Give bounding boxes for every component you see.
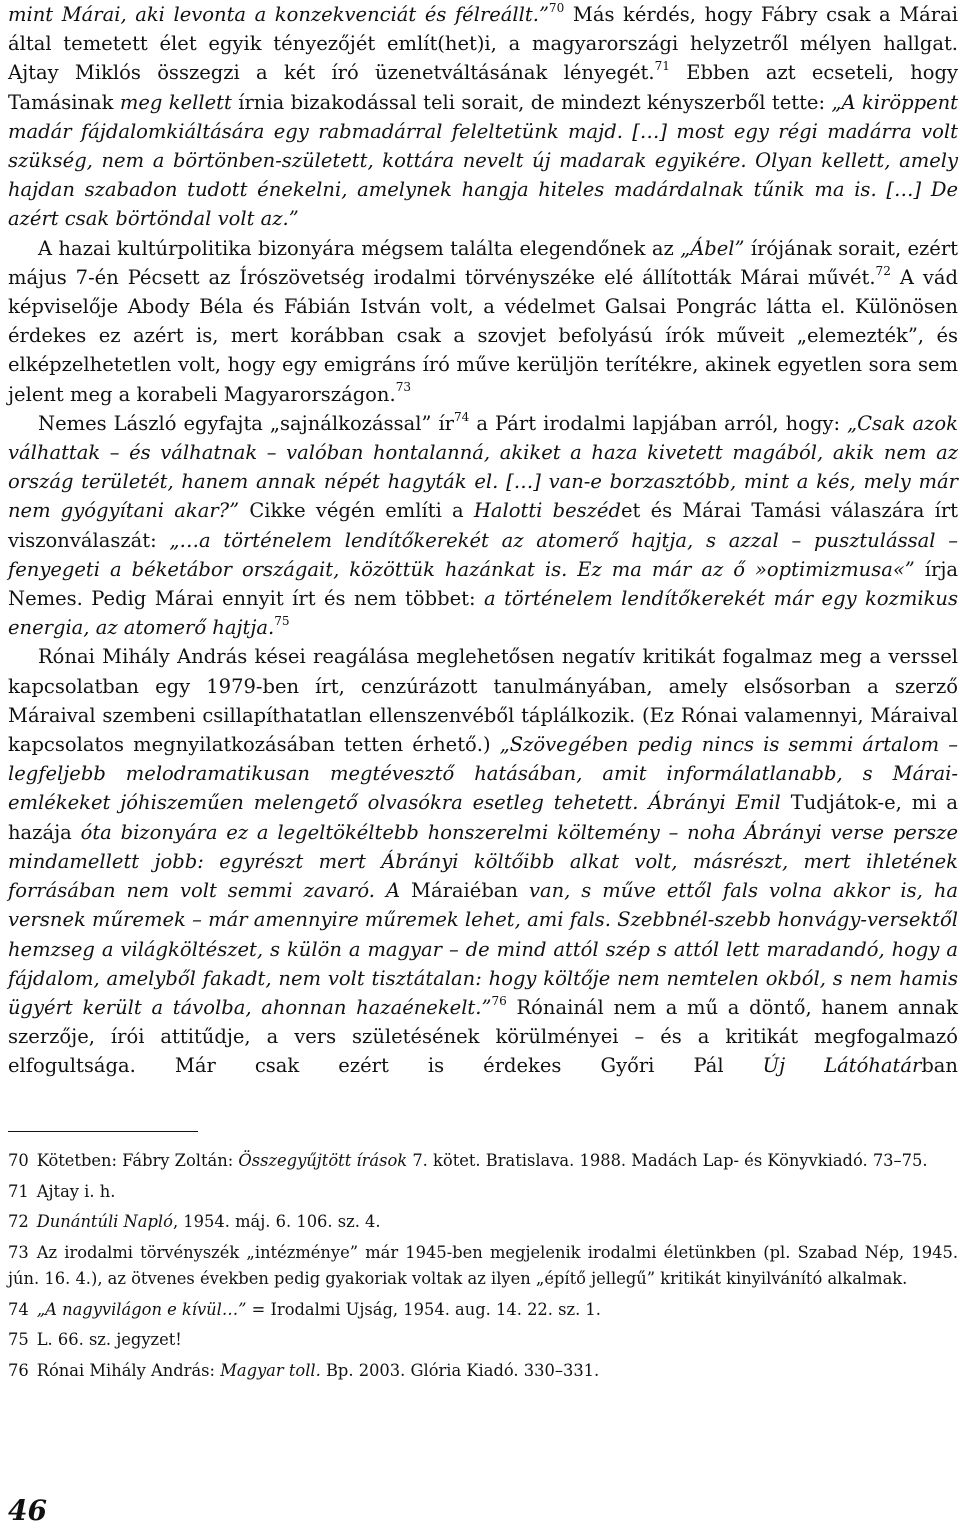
text-run: Rónainál nem a mű a döntő, hanem annak szerzője, írói attitűdje, a vers születésének körülményei – és a kritikát megfogalmazó elfogultsága. Már csak ezért is érdekes Győri Pál [8,995,958,1078]
italic-text: Magyar toll. [220,1360,321,1380]
footnote-number: 70 [8,1151,29,1170]
text-run: Ajtay i. h. [36,1181,116,1201]
text-run: Nemes László egyfajta „sajnálkozással” ír [38,411,454,435]
footnote [8,1148,958,1175]
italic-text: meg kellett [119,90,232,114]
text-run: Más kérdés, hogy Fábry csak a Márai által temetett élet egyik tényezőjét említ(het)i, a magyarországi helyzetről mélyen hallgat. Ajtay Miklós összegzi a két író üzenetváltásának lényegét. [8,3,958,85]
footnote-number: 71 [8,1181,29,1201]
text-run: A hazai kultúrpolitika bizonyára mégsem találta elegendőnek az [38,236,681,260]
text-run: írójának sorait, ezért május 7-én Pécsett az Írószövetség irodalmi törvényszéke elé állították Márai művét. [8,236,958,289]
italic-text: Összegyűjtött írások [238,1151,408,1170]
paragraph [8,642,958,1080]
text-run: 7. kötet. Bratislava. 1988. Madách Lap- és Könyvkiadó. 73–75. [407,1151,928,1170]
footnote-separator [8,1131,198,1132]
footnote-reference: 73 [395,380,412,395]
main-body-text [8,0,958,1081]
italic-text: Új Látóhatár [762,1054,922,1078]
italic-text: Halotti beszéd [473,499,621,523]
footnote [8,1358,958,1385]
footnote [8,1297,958,1324]
text-run: Tudjátok-e, mi a hazája [8,791,958,844]
text-run: a Párt irodalmi lapjában arról, hogy: [469,411,848,435]
italic-text: Dunántúli Napló [36,1212,173,1231]
footnote-number: 75 [8,1330,29,1349]
text-run: írnia bizakodással teli sorait, de mindezt kényszerből tette: [231,90,832,114]
paragraph [8,409,958,643]
text-run: Ebben azt ecseteli, hogy Tamásinak [8,61,958,114]
footnote-reference: 71 [654,59,670,74]
text-run: Máraiéban [411,879,518,903]
text-run: et és Márai Tamási válaszára írt viszonválaszát: [8,499,959,552]
footnote-reference: 72 [875,263,891,278]
text-run: Rónai Mihály András kései reagálása meglehetősen negatív kritikát fogalmaz meg a verssel kapcsolatban egy 1979-ben írt, cenzúrázott tanulmányában, amely elsősorban a szerző Máraival szembeni csillapíthatatlan ellenszenvéből táplálkozik. (Ez Rónai valamennyi, Máraival kapcsolatos megnyilatkozásában tetten érhető.) [8,645,958,757]
footnote-reference: 70 [548,0,565,15]
footnote-number: 72 [8,1212,29,1231]
text-run: L. 66. sz. jegyzet! [36,1330,182,1349]
italic-text: van, s műve ettől fals volna akkor is, ha versnek műremek – már amennyire műremek lehet, ami fals. Szebbnél-szebb honvágy-versektől hemzseg a világköltészet, s külön a magyar – de mind attól szép s attól lett maradandó, hogy a fájdalom, amelyből fakadt, nem volt tisztátalan: hogy költője nem nemtelen okból, s nem hamis ügyért került a távolba, ahonnan hazaénekelt.” [8,879,958,1019]
italic-text: „Csak azok válhattak – és válhatnak – valóban hontalanná, akiket a haza kivetett magából, akik nem az ország területét, hanem annak népét hagyták el. […] van-e borzasztóbb, mint a kés, mely már nem gyógyítani akar?” [8,411,958,523]
footnote-number: 74 [8,1299,29,1319]
italic-text: „…a történelem lendítőkerekét az atomerő hajtja, s azzal – pusztulással – fenyegeti a béketábor országait, közöttük hazánkat is. Ez ma már az ő »optimizmusa«” [8,528,958,581]
footnote-reference: 75 [274,613,290,628]
footnote-reference: 74 [454,409,470,424]
italic-text: „Ábel” [680,236,745,260]
paragraph [8,234,958,409]
footnote [8,1327,958,1354]
italic-text: „A nagyvilágon e kívül…” [36,1299,247,1319]
italic-text: „A kiröppent madár fájdalomkiáltására egy rabmadárral feleltetünk majd. […] most egy régi madárra volt szükség, nem a börtönben-született, kottára nevelt új madarak egyikére. Olyan kellett, amely hajdan szabadon tudott énekelni, amelynek hangja hiteles madárdalnak tűnik ma is. […] De azért csak börtöndal volt az.” [8,90,958,231]
italic-text: „Szövegében pedig nincs is semmi ártalom – legfeljebb melodramatikusan megtévesztő hatásában, amit informálatlanabb, s Márai-emlékeket jóhiszeműen melengető olvasókra esetleg tehetett. Ábrányi Emil [8,733,958,815]
text-run: ban [921,1054,958,1078]
footnote-reference: 76 [491,993,507,1008]
footnote [8,1179,958,1206]
italic-text: óta bizonyára ez a legeltökéltebb honszerelmi költemény – noha Ábrányi verse persze mindamellett jobb: egyrészt mert Ábrányi költőibb alkat volt, másrészt, mert ihletének forrásában nem volt semmi zavaró. A [8,820,958,903]
text-run: írja Nemes. Pedig Márai ennyit írt és nem többet: [8,557,958,611]
italic-text: mint Márai, aki levonta a konzekvenciát és félreállt.” [8,3,549,26]
text-run: , 1954. máj. 6. 106. sz. 4. [172,1212,381,1231]
text-run: Az irodalmi törvényszék „intézménye” már 1945-ben megjelenik irodalmi életünkben (pl. Szabad Nép, 1945. jún. 16. 4.), az ötvenes években pedig gyakoriak voltak az ilyen „építő jellegű” kritikát kinyilvánító alkalmak. [8,1242,958,1288]
paragraph [8,0,958,234]
footnote [8,1209,958,1236]
footnote-number: 73 [8,1242,29,1262]
footnotes [8,1148,958,1388]
text-run: Kötetben: Fábry Zoltán: [36,1151,239,1170]
footnote [8,1240,958,1293]
text-run: = Irodalmi Ujság, 1954. aug. 14. 22. sz. 1. [246,1299,601,1319]
italic-text: a történelem lendítőkerekét már egy kozmikus energia, az atomerő hajtja. [8,587,958,640]
text-run: A vád képviselője Abody Béla és Fábián István volt, a védelmet Galsai Pongrác látta el. Különösen érdekes ez azért is, mert korábban csak a szovjet befolyású írók műveit „elemezték”, és elképzelhetetlen volt, hogy egy emigráns író műve kerüljön terítékre, akinek egyetlen sora sem jelent meg a korabeli Magyarországon. [8,265,958,406]
text-run: Rónai Mihály András: [36,1360,221,1380]
footnote-number: 76 [8,1360,29,1380]
page-number: 46 [8,1494,47,1527]
text-run: Cikke végén említi a [239,499,474,523]
text-run: Bp. 2003. Glória Kiadó. 330–331. [320,1360,600,1380]
